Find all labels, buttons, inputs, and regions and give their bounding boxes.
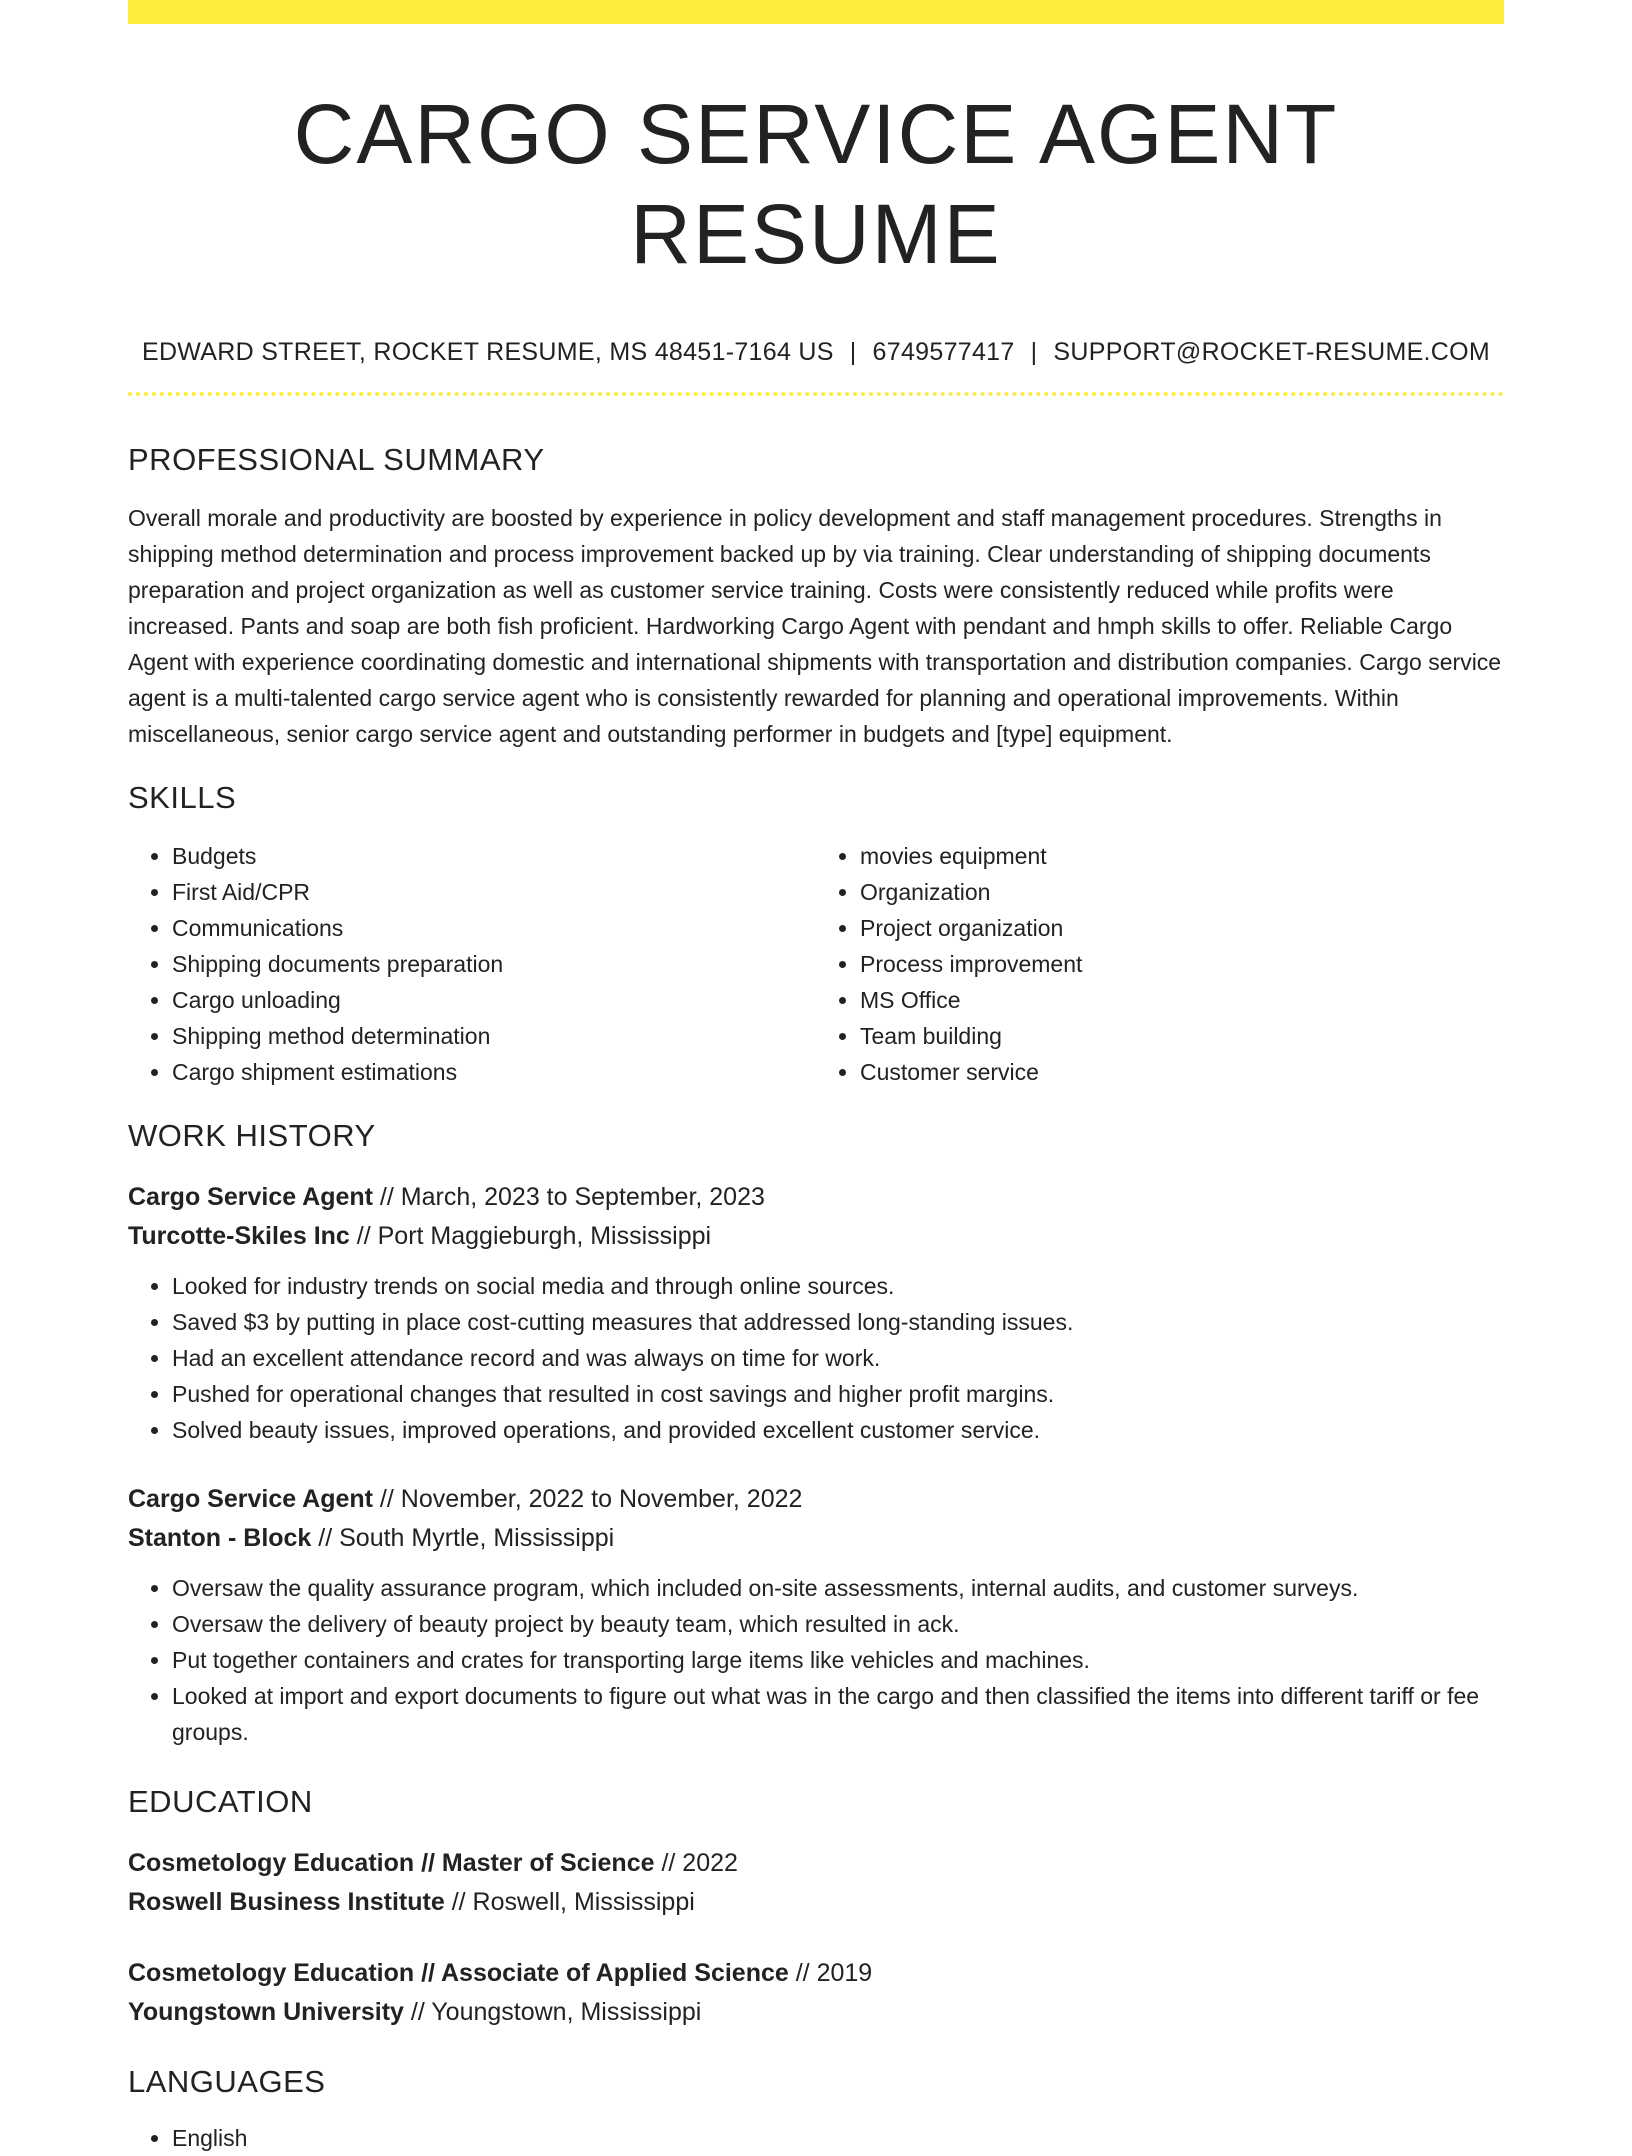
job-bullet: • Oversaw the delivery of beauty project by beauty team, which resulted in ack.: [172, 1606, 1504, 1642]
resume-page: [128, 0, 1504, 2156]
job-bullets: [128, 1570, 1504, 1750]
skill-item: • Organization: [860, 874, 1504, 910]
education-entry: [128, 1844, 1504, 1922]
job-bullet: • Saved $3 by putting in place cost-cutting measures that addressed long-standing issues.: [172, 1304, 1504, 1340]
skill-item: • Cargo unloading: [172, 982, 816, 1018]
education-degree: Cosmetology Education // Master of Science: [128, 1849, 655, 1877]
skill-item: • movies equipment: [860, 838, 1504, 874]
contact-line: [128, 336, 1504, 368]
job-company: Turcotte-Skiles Inc: [128, 1222, 350, 1250]
skill-item: • MS Office: [860, 982, 1504, 1018]
contact-email: SUPPORT@ROCKET-RESUME.COM: [1053, 338, 1491, 366]
education-school-line: [128, 1883, 1504, 1922]
job-location: // Port Maggieburgh, Mississippi: [349, 1222, 712, 1250]
skills-column-right: [816, 838, 1504, 1090]
job-role: Cargo Service Agent: [128, 1183, 373, 1211]
job-title-line: [128, 1480, 1504, 1519]
languages-heading: LANGUAGES: [128, 2064, 326, 2099]
skills-heading: SKILLS: [128, 780, 237, 815]
skills-column-left: [128, 838, 816, 1090]
language-item: • English: [172, 2120, 1504, 2156]
skill-item: • Shipping method determination: [172, 1018, 816, 1054]
job-title-line: [128, 1178, 1504, 1217]
skill-item: • Shipping documents preparation: [172, 946, 816, 982]
skill-item: • Process improvement: [860, 946, 1504, 982]
skill-item: • First Aid/CPR: [172, 874, 816, 910]
education-school: Roswell Business Institute: [128, 1888, 445, 1916]
contact-phone: 6749577417: [872, 338, 1015, 366]
job-role: Cargo Service Agent: [128, 1485, 373, 1513]
job-bullet: • Looked at import and export documents to figure out what was in the cargo and then classified the items into different tariff or fee groups.: [172, 1678, 1504, 1750]
skill-item: • Team building: [860, 1018, 1504, 1054]
job-bullet: • Solved beauty issues, improved operations, and provided excellent customer service.: [172, 1412, 1504, 1448]
job-company-line: [128, 1519, 1504, 1558]
summary-text: Overall morale and productivity are boosted by experience in policy development and staff management procedures. Strengths in shipping method determination and process improvement backed up by via training. Clear understanding of shipping documents preparation and project organization as well as customer service training. Costs were consistently reduced while profits were increased. Pants and soap are both fish proficient. Hardworking Cargo Agent with pendant and hmph skills to offer. Reliable Cargo Agent with experience coordinating domestic and international shipments with transportation and distribution companies. Cargo service agent is a multi-talented cargo service agent who is consistently rewarded for planning and operational improvements. Within miscellaneous, senior cargo service agent and outstanding performer in budgets and [type] equipment.: [128, 505, 1502, 747]
skill-item: • Customer service: [860, 1054, 1504, 1090]
job-company-line: [128, 1217, 1504, 1256]
skill-item: • Communications: [172, 910, 816, 946]
work-history-heading: WORK HISTORY: [128, 1118, 376, 1153]
job-bullets: [128, 1268, 1504, 1448]
education-school: Youngstown University: [128, 1998, 404, 2026]
job-bullet: • Oversaw the quality assurance program, which included on-site assessments, internal audits, and customer surveys.: [172, 1570, 1504, 1606]
job-entry: [128, 1480, 1504, 1750]
education-degree-line: [128, 1954, 1504, 1993]
skill-item: • Cargo shipment estimations: [172, 1054, 816, 1090]
skills-list: [128, 838, 1504, 1090]
job-bullet: • Looked for industry trends on social media and through online sources.: [172, 1268, 1504, 1304]
contact-address: EDWARD STREET, ROCKET RESUME, MS 48451-7164 US: [141, 338, 834, 366]
summary-heading: PROFESSIONAL SUMMARY: [128, 442, 545, 477]
contact-separator: |: [1030, 338, 1038, 366]
job-dates: // March, 2023 to September, 2023: [372, 1183, 765, 1211]
job-entry: [128, 1178, 1504, 1448]
job-location: // South Myrtle, Mississippi: [311, 1524, 615, 1552]
education-degree: Cosmetology Education // Associate of Applied Science: [128, 1959, 789, 1987]
education-school-line: [128, 1993, 1504, 2032]
education-year: // 2022: [654, 1849, 738, 1877]
education-heading: EDUCATION: [128, 1784, 313, 1819]
education-location: // Roswell, Mississippi: [444, 1888, 695, 1916]
job-dates: // November, 2022 to November, 2022: [372, 1485, 803, 1513]
education-location: // Youngstown, Mississippi: [403, 1998, 702, 2026]
job-bullet: • Had an excellent attendance record and was always on time for work.: [172, 1340, 1504, 1376]
education-year: // 2019: [788, 1959, 873, 1987]
dotted-divider: [128, 392, 1504, 396]
education-degree-line: [128, 1844, 1504, 1883]
job-bullet: • Put together containers and crates for transporting large items like vehicles and machines.: [172, 1642, 1504, 1678]
languages-list: [128, 2120, 1504, 2156]
education-entry: [128, 1954, 1504, 2032]
job-bullet: • Pushed for operational changes that resulted in cost savings and higher profit margins.: [172, 1376, 1504, 1412]
resume-title: CARGO SERVICE AGENT RESUME: [293, 87, 1339, 281]
contact-separator: |: [849, 338, 857, 366]
skill-item: • Project organization: [860, 910, 1504, 946]
top-accent-bar: [128, 0, 1504, 24]
skill-item: • Budgets: [172, 838, 816, 874]
job-company: Stanton - Block: [128, 1524, 312, 1552]
